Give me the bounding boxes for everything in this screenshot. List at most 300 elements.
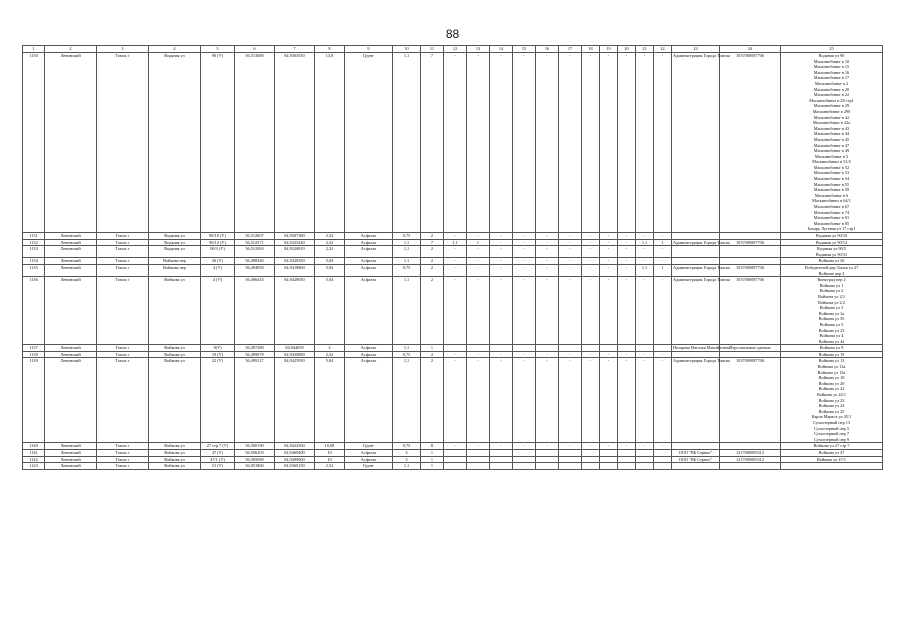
- column-header: 20: [618, 46, 636, 53]
- address-line: Маскинобиньт в 20: [813, 86, 850, 92]
- table-cell: [582, 456, 600, 463]
- table-cell: -: [444, 53, 467, 233]
- table-cell: 4 (У): [201, 264, 235, 276]
- table-row: [23, 264, 883, 276]
- served-addresses-cell: [781, 463, 883, 470]
- table-cell: [490, 456, 513, 463]
- table-cell: 1133: [23, 246, 45, 258]
- table-cell: Томск г: [97, 233, 149, 240]
- table-cell: 7: [421, 239, 444, 246]
- table-cell: [672, 233, 720, 240]
- table-cell: 1037000087706: [720, 264, 781, 276]
- table-cell: -: [582, 258, 600, 265]
- table-cell: -: [618, 53, 636, 233]
- table-cell: -: [490, 443, 513, 450]
- table-cell: -: [490, 351, 513, 358]
- table-cell: Асфальт: [345, 351, 393, 358]
- table-cell: [654, 345, 672, 352]
- table-cell: [513, 345, 536, 352]
- table-cell: -: [654, 443, 672, 450]
- table-cell: -: [600, 233, 618, 240]
- table-cell: [636, 463, 654, 470]
- address-line: Маскинобиньт в 47: [813, 142, 850, 148]
- table-cell: Томск г: [97, 258, 149, 265]
- column-header: 24: [720, 46, 781, 53]
- table-cell: 56,497288: [235, 345, 275, 352]
- table-cell: Назарова Наталья Михайловна: [673, 345, 730, 351]
- table-cell: -: [444, 277, 467, 345]
- table-cell: [559, 463, 582, 470]
- table-cell: -: [654, 277, 672, 345]
- address-line: Войкова ул 47: [818, 449, 845, 455]
- table-cell: Администрация Города Томска: [672, 358, 720, 443]
- table-cell: Персональные данные: [720, 345, 781, 352]
- table-cell: 56,512563: [235, 246, 275, 258]
- table-cell: -: [467, 277, 490, 345]
- table-cell: [600, 345, 618, 352]
- table-cell: 1,1: [393, 258, 421, 265]
- table-cell: 84,944659: [275, 345, 315, 352]
- table-row: [23, 351, 883, 358]
- table-row: [23, 53, 883, 233]
- table-cell: 56,498340: [235, 258, 275, 265]
- table-cell: Войкова пер: [149, 258, 201, 265]
- column-header: 21: [636, 46, 654, 53]
- table-cell: -: [559, 351, 582, 358]
- table-cell: -: [559, 239, 582, 246]
- table-row: [23, 456, 883, 463]
- table-cell: Войкова ул: [149, 449, 201, 456]
- table-cell: 84,9422560: [275, 443, 315, 450]
- column-header: 18: [582, 46, 600, 53]
- address-line: Войкова ул 25: [818, 408, 845, 414]
- table-cell: -: [636, 246, 654, 258]
- table-cell: 26 (У): [201, 258, 235, 265]
- address-line: Войкова ул 20: [818, 380, 845, 386]
- table-cell: 1132: [23, 239, 45, 246]
- table-cell: [467, 345, 490, 352]
- table-cell: -: [654, 246, 672, 258]
- table-cell: -: [536, 246, 559, 258]
- table-cell: -: [536, 233, 559, 240]
- table-cell: -: [559, 258, 582, 265]
- table-cell: [490, 449, 513, 456]
- table-cell: [536, 456, 559, 463]
- address-line: Маскинобиньт в 53: [813, 170, 850, 176]
- address-line: Войкова ул 23: [818, 327, 845, 333]
- table-cell: [559, 345, 582, 352]
- table-cell: -: [444, 264, 467, 276]
- address-line: Маскинобиньт в 5: [814, 153, 849, 159]
- table-cell: -: [513, 239, 536, 246]
- table-cell: 2: [421, 233, 444, 240]
- table-cell: 2: [315, 345, 345, 352]
- table-cell: Ленинский: [45, 264, 97, 276]
- address-line: Войкова ул 23: [818, 397, 845, 403]
- table-row: [23, 239, 883, 246]
- table-cell: -: [536, 264, 559, 276]
- served-addresses-cell: [781, 258, 883, 265]
- table-cell: -: [582, 53, 600, 233]
- address-line: Войкова ул 4: [819, 333, 844, 339]
- table-cell: [444, 463, 467, 470]
- table-cell: -: [536, 351, 559, 358]
- table-cell: Ленинский: [45, 239, 97, 246]
- table-cell: -: [467, 264, 490, 276]
- column-header: 12: [444, 46, 467, 53]
- table-cell: 1037000087706: [720, 277, 781, 345]
- table-cell: [672, 351, 720, 358]
- table-cell: 1,1: [393, 246, 421, 258]
- table-cell: 84,9307380: [275, 233, 315, 240]
- column-header: 11: [421, 46, 444, 53]
- served-addresses-cell: [781, 53, 883, 233]
- table-cell: 1140: [23, 443, 45, 450]
- table-cell: [672, 463, 720, 470]
- table-cell: -: [536, 358, 559, 443]
- table-cell: [654, 456, 672, 463]
- table-cell: -: [513, 358, 536, 443]
- table-cell: -: [600, 358, 618, 443]
- column-header: 4: [149, 46, 201, 53]
- table-cell: [654, 463, 672, 470]
- table-cell: 1130: [23, 53, 45, 233]
- address-line: Карла Маркса ул 45/1: [811, 414, 852, 420]
- table-cell: 2: [421, 264, 444, 276]
- table-row: [23, 449, 883, 456]
- table-cell: -: [618, 264, 636, 276]
- table-cell: Ленинский: [45, 463, 97, 470]
- table-cell: 0,75: [393, 443, 421, 450]
- table-cell: -: [618, 239, 636, 246]
- table-cell: -: [636, 277, 654, 345]
- table-cell: [720, 233, 781, 240]
- table-cell: Войкова пер: [149, 264, 201, 276]
- table-cell: 1141: [23, 449, 45, 456]
- address-line: Маскинобиньт в 81: [813, 215, 850, 221]
- table-cell: 4 (У): [201, 277, 235, 345]
- table-cell: -: [559, 246, 582, 258]
- table-cell: -: [467, 53, 490, 233]
- table-cell: -: [536, 53, 559, 233]
- table-cell: [618, 345, 636, 352]
- table-cell: -: [582, 246, 600, 258]
- table-cell: 84,9425930: [275, 358, 315, 443]
- address-line: Маскинобиньт в 28 стр1: [809, 97, 854, 103]
- table-cell: 84,9320810: [275, 246, 315, 258]
- table-cell: -: [600, 258, 618, 265]
- table-cell: 2,52: [315, 233, 345, 240]
- table-cell: -: [618, 246, 636, 258]
- served-addresses-cell: [781, 345, 883, 352]
- table-cell: [720, 443, 781, 450]
- table-cell: Администрация Города Томска: [672, 53, 720, 233]
- table-cell: 5,04: [315, 277, 345, 345]
- table-cell: Томск г: [97, 239, 149, 246]
- table-cell: 10: [315, 456, 345, 463]
- table-cell: Асфальт: [345, 358, 393, 443]
- table-cell: 13,8: [315, 53, 345, 233]
- table-cell: [536, 463, 559, 470]
- table-cell: 1: [421, 463, 444, 470]
- column-header: 7: [275, 46, 315, 53]
- table-cell: [672, 258, 720, 265]
- table-cell: 1138: [23, 351, 45, 358]
- table-cell: -: [490, 233, 513, 240]
- table-row: [23, 358, 883, 443]
- table-cell: Ленинский: [45, 277, 97, 345]
- address-line: Войкова ул 15а: [817, 369, 846, 375]
- table-cell: Грунт: [345, 443, 393, 450]
- table-cell: [600, 449, 618, 456]
- registry-table: [22, 45, 883, 470]
- table-cell: Грунт: [345, 463, 393, 470]
- served-addresses-cell: [781, 351, 883, 358]
- table-cell: -: [618, 443, 636, 450]
- table-cell: -: [654, 258, 672, 265]
- address-line: Сухоозерный пер 13: [812, 420, 851, 425]
- column-header: 9: [345, 46, 393, 53]
- table-cell: -: [513, 233, 536, 240]
- table-cell: Томск г: [97, 345, 149, 352]
- table-cell: 56,512607: [235, 233, 275, 240]
- table-cell: [600, 456, 618, 463]
- address-line: Сухоозерный пер 7: [813, 431, 850, 437]
- address-line: Маскинобиньт в 64/1: [812, 198, 851, 204]
- table-cell: -: [490, 277, 513, 345]
- table-cell: [444, 345, 467, 352]
- table-cell: 1217000005312: [720, 449, 781, 456]
- table-cell: [559, 456, 582, 463]
- table-cell: Асфальт: [345, 277, 393, 345]
- table-cell: 1142: [23, 456, 45, 463]
- column-header: 3: [97, 46, 149, 53]
- table-cell: -: [467, 358, 490, 443]
- table-cell: 56,500190: [235, 443, 275, 450]
- table-cell: 1037000087706: [720, 53, 781, 233]
- table-cell: -: [444, 358, 467, 443]
- table-cell: [636, 449, 654, 456]
- table-cell: -: [467, 351, 490, 358]
- table-cell: 84,9428050: [275, 277, 315, 345]
- column-header: 13: [467, 46, 490, 53]
- address-line: Войкова ул 47/1: [816, 456, 847, 462]
- column-header: 17: [559, 46, 582, 53]
- table-cell: 90 (У): [201, 53, 235, 233]
- table-cell: -: [490, 53, 513, 233]
- table-cell: [582, 449, 600, 456]
- table-cell: 3: [393, 449, 421, 456]
- table-cell: -: [444, 233, 467, 240]
- address-line: Войкова ул 13а: [817, 364, 846, 370]
- table-cell: 1135: [23, 264, 45, 276]
- table-cell: -: [582, 264, 600, 276]
- address-line: Сухоозерный пер 5: [813, 425, 850, 431]
- table-cell: 1137: [23, 345, 45, 352]
- table-cell: 5,04: [315, 358, 345, 443]
- column-header: 2: [45, 46, 97, 53]
- table-cell: -: [618, 277, 636, 345]
- table-cell: Ленинский: [45, 246, 97, 258]
- table-cell: 1: [654, 239, 672, 246]
- table-cell: [720, 351, 781, 358]
- column-header: 25: [781, 46, 883, 53]
- table-cell: 1217000005312: [720, 456, 781, 463]
- table-cell: -: [600, 351, 618, 358]
- table-cell: -: [636, 53, 654, 233]
- address-line: Маскинобиньт в 42: [813, 114, 850, 120]
- table-cell: -: [600, 443, 618, 450]
- table-cell: Асфальт: [345, 345, 393, 352]
- table-cell: [654, 449, 672, 456]
- served-addresses-cell: [781, 443, 883, 450]
- table-cell: Ленинский: [45, 351, 97, 358]
- address-line: Войкова ул 18: [818, 375, 845, 381]
- table-cell: -: [582, 351, 600, 358]
- address-line: Войкова ул 24: [818, 403, 845, 409]
- table-cell: -: [490, 358, 513, 443]
- table-cell: Томск г: [97, 456, 149, 463]
- table-cell: -: [636, 358, 654, 443]
- address-line: Войкова ул 22/1: [816, 392, 847, 398]
- table-cell: 90/12 (У): [201, 239, 235, 246]
- table-cell: -: [600, 277, 618, 345]
- table-cell: [582, 345, 600, 352]
- table-cell: Асфальт: [345, 233, 393, 240]
- address-line: Маскинобиньт в 17: [813, 75, 850, 81]
- address-line: Маскинобиньт в 85: [813, 220, 850, 226]
- address-line: Водяная ул 90: [818, 53, 845, 58]
- table-cell: -: [536, 443, 559, 450]
- table-cell: -: [513, 264, 536, 276]
- address-line: Войкова ул 1: [819, 282, 844, 288]
- table-cell: -: [654, 233, 672, 240]
- table-cell: 56,513080: [235, 53, 275, 233]
- table-cell: [600, 463, 618, 470]
- column-header: 6: [235, 46, 275, 53]
- table-cell: ООО "ВБ Сервис": [672, 456, 720, 463]
- address-line: Маскинобиньт в 74: [813, 209, 850, 215]
- address-line: Войкова ул 2: [819, 288, 844, 294]
- table-cell: 2,52: [315, 463, 345, 470]
- table-cell: [618, 456, 636, 463]
- table-cell: -: [444, 443, 467, 450]
- table-cell: Ленинский: [45, 456, 97, 463]
- address-line: Войкова ул 19: [818, 351, 845, 357]
- address-line: Войкова ул 5: [819, 321, 844, 327]
- table-cell: -: [513, 246, 536, 258]
- table-cell: [444, 449, 467, 456]
- address-line: Бахарь Луговая ул 17 стр1: [807, 226, 856, 232]
- table-cell: Войкова ул: [149, 351, 201, 358]
- table-cell: Войкова ул: [149, 358, 201, 443]
- address-line: Войкова ул 22: [818, 386, 845, 392]
- table-cell: -: [636, 258, 654, 265]
- table-cell: Войкова ул: [149, 277, 201, 345]
- address-line: Маскинобиньт в 55: [813, 181, 850, 187]
- table-cell: 2,52: [315, 246, 345, 258]
- table-cell: 5,04: [315, 264, 345, 276]
- table-cell: [559, 449, 582, 456]
- table-cell: Асфальт: [345, 264, 393, 276]
- table-cell: 84,9325440: [275, 239, 315, 246]
- table-cell: 47/1 (У): [201, 456, 235, 463]
- table-cell: [513, 463, 536, 470]
- table-cell: -: [490, 258, 513, 265]
- address-line: Маскинобиньт в 29: [813, 103, 850, 109]
- served-addresses-cell: [781, 277, 883, 345]
- column-header: 1: [23, 46, 45, 53]
- served-addresses-cell: [781, 449, 883, 456]
- table-cell: [672, 246, 720, 258]
- table-cell: [536, 449, 559, 456]
- table-cell: 0,75: [393, 264, 421, 276]
- table-cell: Асфальт: [345, 258, 393, 265]
- table-cell: Водяная ул: [149, 53, 201, 233]
- table-cell: 9(У): [201, 345, 235, 352]
- table-cell: 56,512571: [235, 239, 275, 246]
- table-cell: 1: [421, 456, 444, 463]
- column-header: 16: [536, 46, 559, 53]
- table-cell: [513, 449, 536, 456]
- page-number: 88: [445, 27, 460, 41]
- table-cell: 19 (У): [201, 351, 235, 358]
- address-line: Маскинобиньт в 6: [814, 192, 849, 198]
- table-cell: -: [490, 239, 513, 246]
- table-cell: 84,9303530: [275, 53, 315, 233]
- table-cell: 56,494050: [235, 264, 275, 276]
- table-cell: -: [582, 233, 600, 240]
- table-cell: 1,1: [393, 345, 421, 352]
- table-row: [23, 233, 883, 240]
- address-line: Маскинобиньт в 44: [813, 131, 850, 137]
- table-cell: Ленинский: [45, 53, 97, 233]
- table-cell: 27 стр 7 (У): [201, 443, 235, 450]
- table-cell: Томск г: [97, 277, 149, 345]
- table-cell: [636, 456, 654, 463]
- table-cell: 84,9499000: [275, 456, 315, 463]
- table-cell: -: [467, 258, 490, 265]
- address-line: Войкова ул 2/1: [818, 293, 845, 299]
- table-cell: 90/10 (У): [201, 233, 235, 240]
- table-cell: 56,499127: [235, 358, 275, 443]
- table-cell: -: [600, 264, 618, 276]
- table-cell: [582, 463, 600, 470]
- address-line: Маскинобиньт в 43: [813, 125, 850, 131]
- table-cell: [513, 456, 536, 463]
- table-row: [23, 443, 883, 450]
- table-row: [23, 258, 883, 265]
- table-cell: [490, 463, 513, 470]
- table-cell: -: [582, 277, 600, 345]
- table-cell: -: [618, 233, 636, 240]
- table-cell: Томск г: [97, 264, 149, 276]
- column-number-header: [23, 46, 883, 53]
- address-line: Маскинобиньт в 2: [814, 80, 849, 86]
- table-cell: 56,506203: [235, 449, 275, 456]
- table-cell: [536, 345, 559, 352]
- table-cell: Томск г: [97, 463, 149, 470]
- table-cell: -: [618, 358, 636, 443]
- address-line: Войкова ул 3б: [818, 316, 845, 322]
- address-line: Маскинобиньт в 42а: [812, 120, 851, 126]
- table-cell: 3: [393, 456, 421, 463]
- column-header: 19: [600, 46, 618, 53]
- table-cell: -: [654, 53, 672, 233]
- table-cell: Асфальт: [345, 239, 393, 246]
- table-cell: -: [513, 53, 536, 233]
- table-cell: 2: [421, 246, 444, 258]
